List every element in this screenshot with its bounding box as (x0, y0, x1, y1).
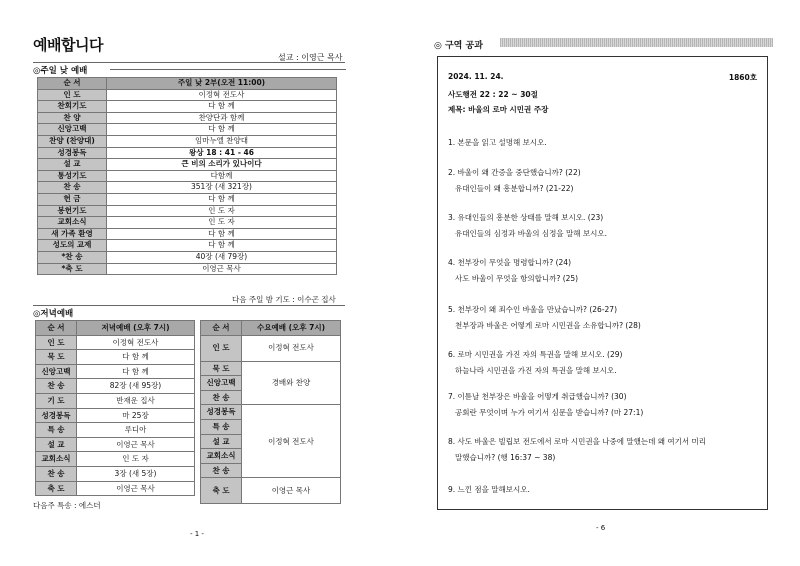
table-row (36, 335, 195, 350)
question-item: 2. 바울이 왜 간증을 중단했습니까? (22) (448, 168, 581, 177)
table-row (36, 393, 195, 408)
header-value: 수요예배 (오후 7시) (242, 321, 341, 336)
row-value: 다 함 께 (77, 364, 195, 379)
row-label: 성경봉독 (38, 147, 107, 159)
row-value: 인 도 자 (107, 205, 337, 217)
row-value: 3장 (새 5장) (77, 466, 195, 481)
row-label: 기 도 (36, 393, 77, 408)
row-label: 설 교 (38, 159, 107, 171)
row-label: 찬 송 (201, 463, 242, 478)
table-row (38, 89, 337, 101)
row-label: 신앙고백 (38, 124, 107, 136)
row-value: 다 함 께 (77, 350, 195, 365)
row-label: 설 교 (36, 437, 77, 452)
row-value: 다 함 께 (107, 228, 337, 240)
row-value: 이영근 목사 (77, 437, 195, 452)
row-label: 성경봉독 (36, 408, 77, 423)
table-row (38, 182, 337, 194)
row-value: 351장 (새 321장) (107, 182, 337, 194)
row-label: 새 가족 환영 (38, 228, 107, 240)
row-value: 다 함 께 (107, 101, 337, 113)
question-item: 6. 로마 시민권을 가진 자의 특권을 말해 보시오. (29) (448, 350, 623, 359)
row-value: 반재운 집사 (77, 393, 195, 408)
row-label: 특 송 (201, 419, 242, 434)
table-row (201, 478, 341, 504)
row-label: 찬 송 (38, 182, 107, 194)
row-label: 인 도 (201, 335, 242, 361)
row-value: 이영근 목사 (77, 481, 195, 496)
wednesday-service-table (200, 320, 341, 504)
table-row (36, 437, 195, 452)
table-row (38, 205, 337, 217)
row-label: 봉헌기도 (38, 205, 107, 217)
lesson-section-title: ◎ 구역 공과 (434, 41, 483, 51)
row-value: 이정혁 전도사 (77, 335, 195, 350)
row-value: 다 함 께 (107, 240, 337, 252)
next-special-song: 다음주 특송 : 에스더 (33, 501, 101, 510)
header-value: 저녁예배 (오후 7시) (77, 321, 195, 336)
question-subitem: 사도 바울이 무엇을 항의합니까? (25) (455, 274, 579, 283)
page-number-left: - 1 - (190, 530, 204, 538)
preacher-label: 설교 : 이영근 목사 (278, 53, 343, 62)
row-value: 루디아 (77, 423, 195, 438)
row-label: 인 도 (38, 89, 107, 101)
row-value: 임마누엘 찬양대 (107, 135, 337, 147)
table-row (36, 350, 195, 365)
row-value: 찬양단과 함께 (107, 112, 337, 124)
header-label: 순 서 (38, 78, 107, 90)
table-row (38, 263, 337, 275)
table-row (38, 112, 337, 124)
table-row (38, 147, 337, 159)
question-subitem: 유대인들이 왜 흥분합니까? (21-22) (455, 184, 574, 193)
table-row (36, 423, 195, 438)
table-row (38, 159, 337, 171)
row-label: 찬 양 (38, 112, 107, 124)
row-value: 다 함 께 (107, 124, 337, 136)
row-label: 찬양 (찬양대) (38, 135, 107, 147)
row-label: 특 송 (36, 423, 77, 438)
table-row (38, 217, 337, 229)
row-value: 마 25장 (77, 408, 195, 423)
row-value: 이영근 목사 (242, 478, 341, 504)
header-value: 주일 낮 2부(오전 11:00) (107, 78, 337, 90)
row-label: 성도의 교제 (38, 240, 107, 252)
table-row (201, 335, 341, 361)
row-label: 설 교 (201, 434, 242, 449)
question-item: 4. 천부장이 무엇을 명령합니까? (24) (448, 258, 572, 267)
header-label: 순 서 (201, 321, 242, 336)
table-row (38, 193, 337, 205)
row-label: 성경봉독 (201, 405, 242, 420)
row-label: 찬회기도 (38, 101, 107, 113)
page-title: 예배합니다 (33, 36, 103, 54)
divider (33, 62, 345, 63)
scripture-ref: 사도행전 22 : 22 ~ 30절 (448, 90, 538, 99)
lesson-date: 2024. 11. 24. (448, 72, 504, 81)
table-row (38, 101, 337, 113)
row-label: 교회소식 (38, 217, 107, 229)
row-value: 큰 비의 소리가 있나이다 (107, 159, 337, 171)
table-header-row (38, 78, 337, 90)
row-value: 82장 (새 95장) (77, 379, 195, 394)
table-row (36, 466, 195, 481)
table-row (36, 452, 195, 467)
row-value: 40장 (새 79장) (107, 251, 337, 263)
row-value: 왕상 18 : 41 - 46 (107, 147, 337, 159)
question-subitem: 공회란 무엇이며 누가 여기서 심문을 받습니까? (마 27:1) (455, 408, 644, 417)
divider (110, 69, 346, 70)
table-row (201, 405, 341, 420)
header-label: 순 서 (36, 321, 77, 336)
question-item: 8. 사도 바울은 빌립보 전도에서 로마 시민권을 나중에 말했는데 왜 여기서 미리 (448, 437, 706, 446)
row-label: 신앙고백 (36, 364, 77, 379)
question-subitem: 말했습니까? (행 16:37 ~ 38) (455, 453, 556, 462)
table-header-row (201, 321, 341, 336)
row-label: *찬 송 (38, 251, 107, 263)
row-label: 신앙고백 (201, 376, 242, 391)
row-label: 헌 금 (38, 193, 107, 205)
table-row (36, 379, 195, 394)
row-label: 교회소식 (36, 452, 77, 467)
row-label: 묵 도 (201, 361, 242, 376)
row-label: 찬 송 (201, 390, 242, 405)
question-item: 3. 유대인들의 흥분한 상태를 말해 보시오. (23) (448, 213, 604, 222)
question-item: 7. 이튿날 천부장은 바울을 어떻게 취급했습니까? (30) (448, 392, 627, 401)
row-label: 축 도 (201, 478, 242, 504)
question-subitem: 천부장과 바울은 어떻게 로마 시민권을 소유합니까? (28) (455, 321, 641, 330)
divider (33, 305, 345, 306)
row-label: 묵 도 (36, 350, 77, 365)
issue-number: 1860호 (728, 73, 757, 82)
table-row (36, 481, 195, 496)
lesson-title: 제목: 바울의 로마 시민권 주장 (448, 105, 549, 114)
table-row (38, 240, 337, 252)
row-label: 교회소식 (201, 449, 242, 464)
table-row (201, 361, 341, 376)
row-value: 경배와 찬양 (242, 361, 341, 405)
table-row (36, 364, 195, 379)
question-subitem: 유대인들의 심정과 바울의 심정을 말해 보시오. (455, 229, 607, 238)
row-label: 통성기도 (38, 170, 107, 182)
main-service-title: ◎주일 낮 예배 (33, 66, 88, 76)
row-value: 이정혁 전도사 (242, 405, 341, 478)
row-label: *축 도 (38, 263, 107, 275)
row-label: 인 도 (36, 335, 77, 350)
row-value: 이영근 목사 (107, 263, 337, 275)
table-header-row (36, 321, 195, 336)
row-value: 다함께 (107, 170, 337, 182)
row-label: 찬 송 (36, 379, 77, 394)
row-value: 다 함 께 (107, 193, 337, 205)
question-subitem: 하늘나라 시민권을 가진 자의 특권을 말해 보시오. (455, 366, 617, 375)
evening-service-title: ◎저녁예배 (33, 309, 74, 319)
main-service-table (37, 77, 337, 275)
row-value: 이정혁 전도사 (242, 335, 341, 361)
table-row (38, 170, 337, 182)
question-item: 9. 느낀 점을 말해보시오. (448, 485, 530, 494)
row-label: 찬 송 (36, 466, 77, 481)
row-value: 이정혁 전도사 (107, 89, 337, 101)
row-value: 인 도 자 (77, 452, 195, 467)
question-item: 1. 본문을 읽고 설명해 보시오. (448, 138, 547, 147)
page-number-right: - 6 (596, 524, 606, 532)
table-row (38, 228, 337, 240)
row-label: 축 도 (36, 481, 77, 496)
evening-service-table (35, 320, 195, 496)
row-value: 인 도 자 (107, 217, 337, 229)
table-row (36, 408, 195, 423)
table-row (38, 124, 337, 136)
section-bar (500, 38, 773, 47)
lesson-box (437, 56, 768, 510)
question-item: 5. 천부장이 왜 죄수인 바울을 만났습니까? (26-27) (448, 305, 618, 314)
table-row (38, 135, 337, 147)
table-row (38, 251, 337, 263)
next-prayer-note: 다음 주일 밤 기도 : 이수곤 집사 (232, 295, 336, 304)
